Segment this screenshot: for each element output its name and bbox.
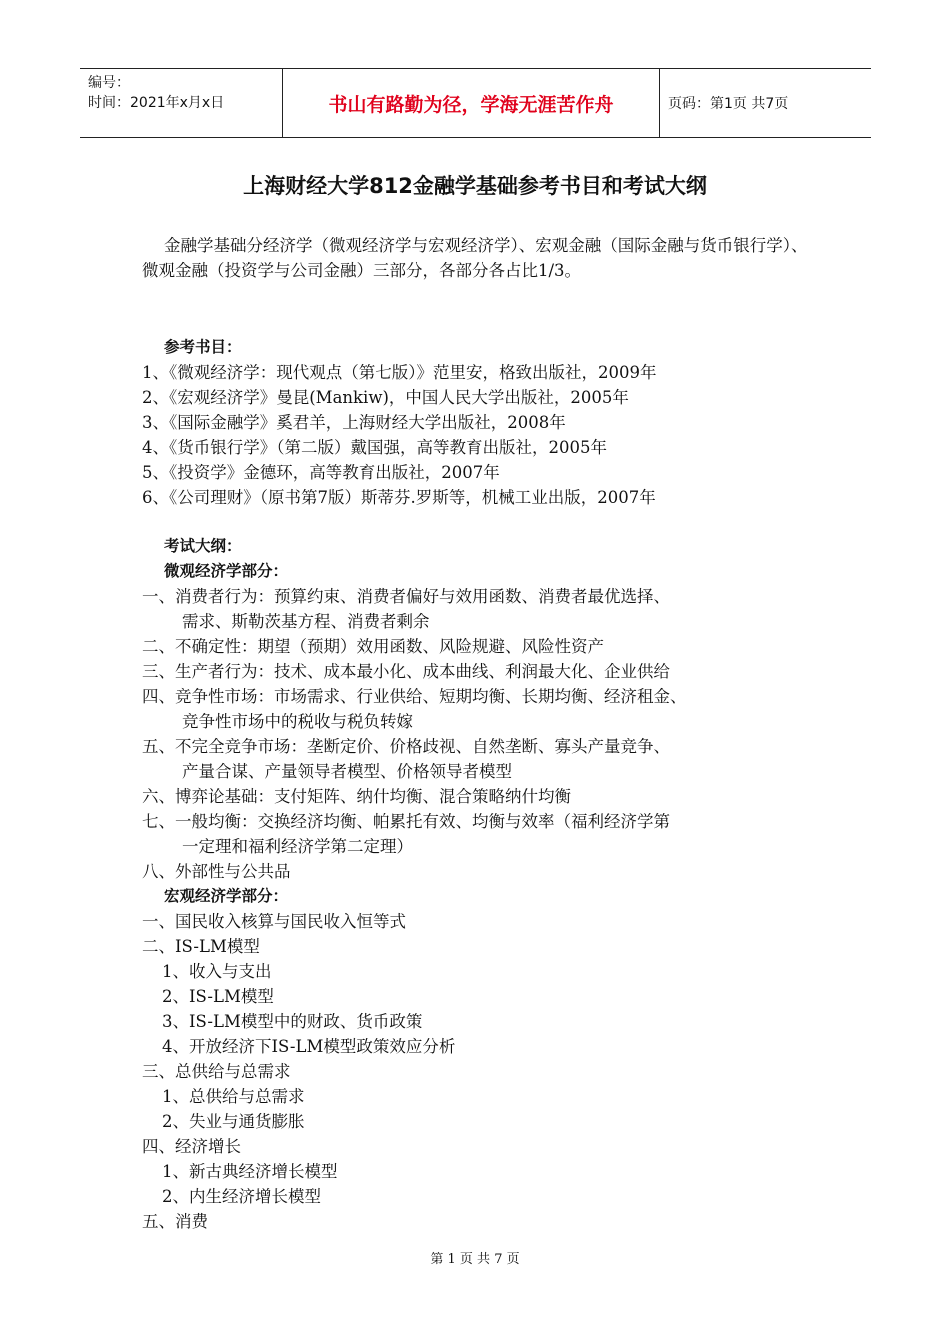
macro-subitem: 2、IS-LM模型 <box>162 987 274 1006</box>
page-footer: 第 1 页 共 7 页 <box>430 1252 520 1267</box>
macro-heading: 宏观经济学部分： <box>164 887 289 905</box>
document-title: 上海财经大学812金融学基础参考书目和考试大纲 <box>243 174 707 198</box>
header-page-info: 页码：第1页 共7页 <box>668 96 789 112</box>
macro-subitem: 3、IS-LM模型中的财政、货币政策 <box>162 1012 423 1031</box>
micro-item-continued: 竞争性市场中的税收与税负转嫁 <box>182 712 413 731</box>
header-meta <box>80 69 282 137</box>
references-section <box>142 335 822 510</box>
macro-subitem: 2、内生经济增长模型 <box>162 1187 321 1206</box>
micro-item: 一、消费者行为：预算约束、消费者偏好与效用函数、消费者最优选择、 <box>142 587 670 606</box>
reference-item: 2、《宏观经济学》曼昆(Mankiw)，中国人民大学出版社，2005年 <box>142 388 629 407</box>
macro-subitem: 2、失业与通货膨胀 <box>162 1112 305 1131</box>
reference-item: 5、《投资学》金德环，高等教育出版社，2007年 <box>142 463 500 482</box>
page-header <box>80 68 871 138</box>
macro-subitem: 1、收入与支出 <box>162 962 272 981</box>
micro-item: 八、外部性与公共品 <box>142 862 291 881</box>
macro-subitem: 4、开放经济下IS-LM模型政策效应分析 <box>162 1037 456 1056</box>
macro-item: 二、IS-LM模型 <box>142 937 260 956</box>
reference-item: 4、《货币银行学》（第二版）戴国强，高等教育出版社，2005年 <box>142 438 607 457</box>
micro-item: 七、一般均衡：交换经济均衡、帕累托有效、均衡与效率（福利经济学第 <box>142 812 670 831</box>
micro-item: 四、竞争性市场：市场需求、行业供给、短期均衡、长期均衡、经济租金、 <box>142 687 687 706</box>
micro-item-continued: 一定理和福利经济学第二定理） <box>182 837 413 856</box>
macro-item: 五、消费 <box>142 1212 208 1231</box>
micro-item: 二、不确定性：期望（预期）效用函数、风险规避、风险性资产 <box>142 637 604 656</box>
number-label: 编号： <box>88 75 130 91</box>
macro-item: 四、经济增长 <box>142 1137 241 1156</box>
outline-heading: 考试大纲： <box>164 537 242 555</box>
macro-subitem: 1、新古典经济增长模型 <box>162 1162 338 1181</box>
time-label: 时间：2021年x月x日 <box>88 95 225 111</box>
references-heading: 参考书目： <box>164 338 242 356</box>
macro-item: 三、总供给与总需求 <box>142 1062 291 1081</box>
intro-paragraph: 金融学基础分经济学（微观经济学与宏观经济学）、宏观金融（国际金融与货币银行学）、微观金融（投资学与公司金融）三部分，各部分各占比1/3。 <box>142 236 808 280</box>
micro-heading: 微观经济学部分： <box>164 562 289 580</box>
macro-subitem: 1、总供给与总需求 <box>162 1087 305 1106</box>
micro-item-continued: 产量合谋、产量领导者模型、价格领导者模型 <box>182 762 512 781</box>
micro-item: 三、生产者行为：技术、成本最小化、成本曲线、利润最大化、企业供给 <box>142 662 670 681</box>
macro-item: 一、国民收入核算与国民收入恒等式 <box>142 912 406 931</box>
reference-item: 6、《公司理财》（原书第7版）斯蒂芬.罗斯等，机械工业出版，2007年 <box>142 488 656 507</box>
reference-item: 1、《微观经济学：现代观点（第七版）》范里安，格致出版社，2009年 <box>142 363 657 382</box>
micro-item-continued: 需求、斯勒茨基方程、消费者剩余 <box>182 612 430 631</box>
micro-item: 六、博弈论基础：支付矩阵、纳什均衡、混合策略纳什均衡 <box>142 787 571 806</box>
header-motto: 书山有路勤为径，学海无涯苦作舟 <box>282 69 660 137</box>
outline-section <box>142 534 822 1234</box>
micro-item: 五、不完全竞争市场：垄断定价、价格歧视、自然垄断、寡头产量竞争、 <box>142 737 670 756</box>
reference-item: 3、《国际金融学》奚君羊，上海财经大学出版社，2008年 <box>142 413 566 432</box>
